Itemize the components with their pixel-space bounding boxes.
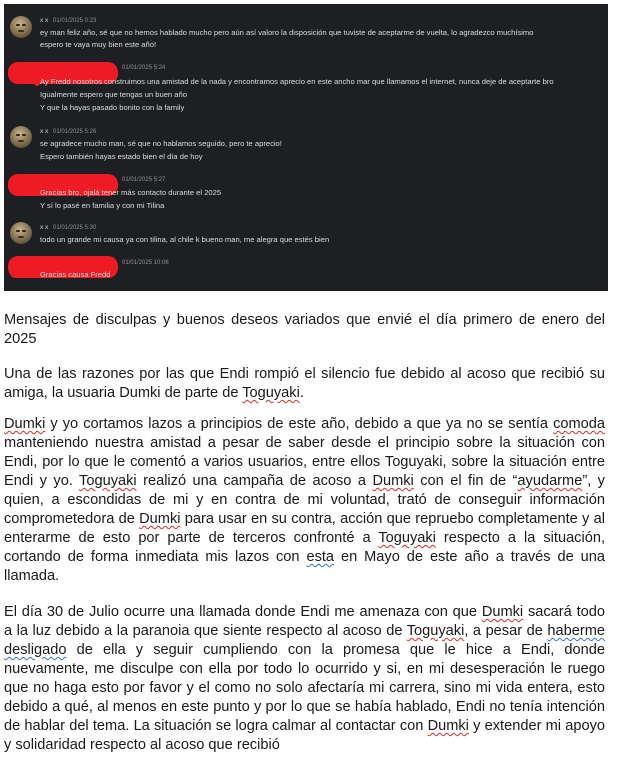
avatar — [10, 16, 32, 38]
message-text: Gracias causa Fredd — [40, 270, 111, 279]
grammar-word: esta — [306, 549, 335, 565]
grammar-word: haberme desligado — [4, 623, 605, 658]
image-caption: Mensajes de disculpas y buenos deseos variados que envié el día primero de enero del 2025 — [4, 312, 605, 347]
name-dumki: Dumki — [4, 416, 46, 432]
message-text: Y sí lo pasé en familia y con mi Tilina — [40, 201, 165, 210]
message-header — [122, 65, 165, 75]
username: x x — [40, 224, 49, 231]
message-header — [40, 17, 96, 27]
message-text: Gracias bro, ojalá tener más contacto durante el 2025 — [40, 188, 222, 197]
timestamp: 01/01/2025 5:26 — [52, 129, 97, 135]
message-text: ey man feliz año, sé que no hemos hablado mucho pero aún así valoro la disposición que tuviste de aceptarme de vuelta, lo agradezco muchísimo — [40, 28, 534, 37]
name-toguyaki: Toguyaki — [378, 530, 436, 546]
name-toguyaki: Toguyaki — [406, 623, 465, 639]
message-header — [40, 128, 96, 138]
username: x x — [40, 17, 49, 24]
message-text: se agradece mucho man, sé que no hablamos seguido, pero te aprecio! — [40, 139, 282, 148]
message-text: Espero también hayas estado bien el día de hoy — [40, 152, 203, 161]
name-dumki: Dumki — [481, 604, 524, 620]
paragraph: Dumki y yo cortamos lazos a principios de este año, debido a que ya no se sentía comoda manteniendo nuestra amistad a pesar de saber desde el principio sobre la situación con Endi, por lo que le comentó a varios usuarios, entre ellos Toguyaki, sobre la situación entre Endi y yo. Toguyaki realizó una campaña de acoso a Dumki con el fin de “ayudarme”, y quien, a escondidas de mi y en contra de mi voluntad, trató de conseguir información comprometedora de Dumki para usar en su contra, acción que repruebo completamente y al enterarme de esto por parte de terceros confronté a Toguyaki respecto a la situación, cortando de forma inmediata mis lazos con esta en Mayo de este año a través de una llamada. — [4, 416, 606, 584]
timestamp: 01/01/2025 5:27 — [122, 177, 166, 183]
timestamp: 01/01/2025 10:06 — [122, 260, 169, 266]
username: x x — [40, 128, 49, 135]
message-text: Igualmente espero que tengas un buen año — [40, 90, 187, 99]
spelling-word: ayudarme — [517, 473, 583, 489]
message-text: espero te vaya muy bien este año! — [40, 40, 157, 49]
name-dumki: Dumki — [372, 473, 414, 489]
spelling-word: comoda — [553, 416, 605, 432]
avatar — [10, 126, 32, 148]
redaction-mark — [10, 268, 36, 278]
message-header — [122, 177, 165, 187]
timestamp: 01/01/2025 5:24 — [122, 65, 166, 71]
name-dumki: Dumki — [139, 511, 181, 527]
name-dumki: Dumki — [427, 718, 469, 734]
message-text: Y que la hayas pasado bonito con la family — [40, 103, 185, 112]
paragraph: El día 30 de Julio ocurre una llamada donde Endi me amenaza con que Dumki sacará todo a la luz debido a la paranoia que siente respecto al acoso de Toguyaki, a pesar de haberme desligado de ella y seguir cumpliendo con la promesa que le hice a Endi, donde nuevamente, me disculpe con ella por todo lo ocurrido y si, en mi desesperación le ruego que no haga esto por favor y el como no solo afectaría mi carrera, sino mi vida entera, esto debido a qué, al menos en este punto y por lo que se había hablado, Endi no tenía intención de hablar del tema. La situación se logra calmar al contactar con Dumki y extender mi apoyo y solidaridad respecto al acoso que recibió — [4, 604, 605, 753]
message-text: Ay Fredd nosotros construimos una amistad de la nada y encontramos aprecio en este ancho mar que llamamos el internet, nunca deje de aceptarte bro — [40, 77, 554, 86]
paragraph: Una de las razones por las que Endi rompió el silencio fue debido al acoso que recibió su amiga, la usuaria Dumki de parte de Toguyaki. — [4, 366, 605, 401]
timestamp: 01/01/2025 0:23 — [52, 18, 97, 24]
name-toguyaki: Toguyaki — [79, 473, 137, 489]
name-toguyaki: Toguyaki — [242, 385, 300, 401]
avatar — [10, 222, 32, 244]
message-header — [40, 224, 96, 234]
message-text: todo un grande mi causa ya con tilina, al chile k bueno man, me alegra que estés bien — [40, 235, 330, 244]
timestamp: 01/01/2025 5:30 — [52, 225, 97, 231]
message-header — [122, 260, 169, 270]
chat-screenshot — [4, 4, 608, 291]
